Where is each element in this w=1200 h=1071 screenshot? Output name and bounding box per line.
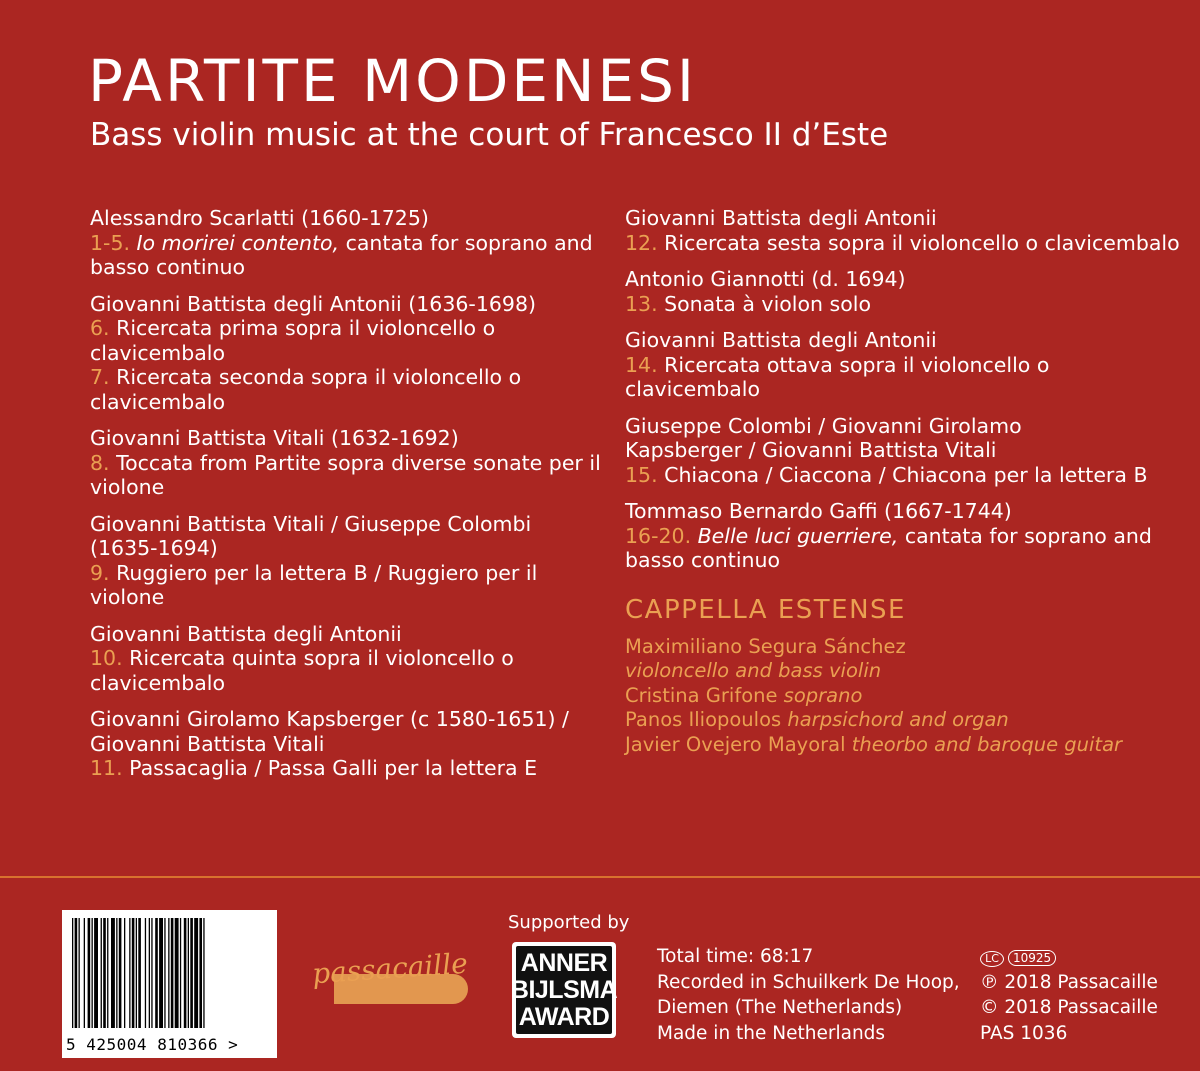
composer-text: Alessandro Scarlatti — [90, 206, 295, 230]
work-title-italic: Io morirei contento, — [130, 230, 340, 255]
track-title: cantata for soprano and basso continuo — [625, 523, 1152, 572]
award-line: BIJLSMA — [510, 975, 618, 1004]
program-right-column — [625, 206, 1185, 757]
performer-role: violoncello and bass violin — [625, 659, 882, 682]
barcode-bar — [149, 918, 150, 1028]
barcode-bar — [75, 918, 78, 1028]
barcode-bar — [188, 918, 189, 1028]
barcode-bar — [199, 918, 202, 1028]
made-in: Made in the Netherlands — [657, 1022, 886, 1044]
barcode-bar — [124, 918, 125, 1028]
composer-name — [90, 512, 610, 537]
barcode-bar — [136, 918, 137, 1028]
composer-text: Giovanni Battista Vitali / Giuseppe Colombi — [90, 511, 532, 536]
composer-name-continued: Kapsberger / Giovanni Battista Vitali — [625, 438, 997, 462]
program-entry — [90, 426, 610, 500]
composer-text: Giovanni Battista degli Antonii — [625, 328, 937, 352]
divider-rule — [0, 876, 1200, 878]
track-number: 16-20. — [625, 523, 692, 548]
track-number: 11. — [90, 756, 123, 780]
track-number: 7. — [90, 365, 110, 389]
track-number: 1-5. — [90, 230, 130, 255]
track-title: Ricercata sesta sopra il violoncello o clavicembalo — [657, 230, 1180, 255]
barcode-bar — [132, 918, 135, 1028]
program-entry — [625, 206, 1185, 255]
composer-name — [90, 622, 610, 647]
barcode-bar — [119, 918, 122, 1028]
program-entry — [90, 292, 610, 415]
barcode-bar — [88, 918, 91, 1028]
barcode-digits: 5 425004 810366 > — [66, 1035, 239, 1054]
supported-by-label: Supported by — [508, 912, 630, 933]
program-entry — [625, 499, 1185, 573]
catalog-number: PAS 1036 — [980, 1022, 1068, 1044]
anner-bijlsma-award-logo — [512, 942, 616, 1038]
passacaille-logo — [300, 946, 470, 1012]
barcode-bar — [79, 918, 80, 1028]
barcode-bar — [101, 918, 102, 1028]
composer-dates: (d. 1694) — [804, 267, 906, 291]
composer-dates: (1635-1694) — [90, 536, 218, 560]
track-title: Ruggiero per la lettera B / Ruggiero per il violone — [90, 560, 538, 609]
performer-name: Maximiliano Segura Sánchez — [625, 634, 906, 658]
track-title: Toccata from Partite sopra diverse sonate per il violone — [90, 450, 601, 499]
performer-role: soprano — [777, 683, 863, 707]
track-number: 9. — [90, 560, 110, 585]
composer-text: Giuseppe Colombi / Giovanni Girolamo — [625, 413, 1022, 438]
logo-wordmark: passacaille — [311, 946, 469, 991]
track-title: Passacaglia / Passa Galli per la lettera E — [122, 756, 538, 780]
composer-name — [625, 414, 1185, 439]
track-listing — [90, 316, 610, 365]
composer-name-continued: Giovanni Battista Vitali — [90, 731, 325, 756]
barcode-bar — [171, 918, 174, 1028]
performer-line — [625, 708, 1185, 733]
track-listing — [90, 451, 610, 500]
performer-role: harpsichord and organ — [781, 708, 1009, 731]
performer-line — [625, 635, 1185, 660]
recording-location-2: Diemen (The Netherlands) — [657, 997, 903, 1018]
performer-line — [625, 659, 1185, 684]
album-subtitle: Bass violin music at the court of Francesco II d’Este — [90, 117, 889, 153]
barcode-bar — [116, 918, 117, 1028]
barcode-bar — [190, 918, 193, 1028]
track-listing — [90, 756, 610, 781]
performer-name: Javier Ovejero Mayoral — [625, 732, 846, 756]
program-entry — [625, 414, 1185, 488]
performer-line — [625, 733, 1185, 758]
barcode-bar — [194, 918, 198, 1028]
composer-text: Giovanni Battista Vitali — [90, 426, 325, 450]
track-listing — [90, 646, 610, 695]
program-entry — [625, 267, 1185, 316]
track-listing — [90, 365, 610, 414]
track-number: 10. — [90, 646, 123, 670]
track-number: 12. — [625, 230, 658, 255]
barcode-bar — [164, 918, 165, 1028]
track-number: 13. — [625, 291, 658, 316]
composer-name — [90, 426, 610, 451]
track-number: 14. — [625, 352, 658, 377]
recording-location: Recorded in Schuilkerk De Hoop, — [657, 971, 960, 993]
track-listing — [90, 561, 610, 610]
track-title: Ricercata quinta sopra il violoncello o clavicembalo — [90, 646, 514, 695]
barcode-bar — [107, 918, 108, 1028]
barcode-bar — [168, 918, 169, 1028]
lc-badge-icon: LC — [980, 951, 1004, 967]
phonographic-copyright: ℗ 2018 Passacaille — [980, 971, 1158, 993]
recording-info — [657, 944, 960, 1046]
barcode-bar — [84, 918, 85, 1028]
composer-dates: (1636-1698) — [401, 291, 536, 316]
ensemble-name: CAPPELLA ESTENSE — [625, 594, 906, 625]
program-left-column — [90, 206, 610, 793]
barcode-bars — [70, 918, 269, 1028]
track-listing — [625, 524, 1185, 573]
barcode-bar — [184, 918, 187, 1028]
track-title: Chiacona / Ciaccona / Chiacona per la lettera B — [657, 462, 1148, 487]
composer-name — [625, 328, 1185, 353]
composer-dates: (1660-1725) — [294, 206, 429, 230]
track-title: Ricercata ottava sopra il violoncello o clavicembalo — [625, 352, 1050, 401]
award-line: AWARD — [518, 1002, 610, 1031]
work-title-italic: Belle luci guerriere, — [691, 523, 899, 548]
barcode-bar — [145, 918, 146, 1028]
performer-role: theorbo and baroque guitar — [845, 732, 1123, 756]
composer-text: Giovanni Battista degli Antonii — [625, 206, 937, 230]
program-entry — [90, 512, 610, 610]
legal-info — [980, 944, 1158, 1046]
track-number: 8. — [90, 450, 110, 475]
lc-code: 10925 — [1008, 950, 1056, 966]
barcode-bar — [138, 918, 141, 1028]
composer-text: Antonio Giannotti — [625, 267, 805, 291]
barcode-bar — [103, 918, 106, 1028]
performer-line — [625, 684, 1185, 709]
composer-text: Giovanni Girolamo Kapsberger — [90, 707, 404, 731]
track-listing — [625, 292, 1185, 317]
barcode — [62, 910, 277, 1058]
track-number: 15. — [625, 462, 658, 487]
copyright: © 2018 Passacaille — [980, 997, 1158, 1018]
program-entry — [90, 707, 610, 781]
album-title: PARTITE MODENESI — [88, 47, 698, 115]
composer-name — [625, 267, 1185, 292]
performer-name: Panos Iliopoulos — [625, 708, 782, 731]
program-entry — [625, 328, 1185, 402]
barcode-bar — [129, 918, 130, 1028]
program-entry — [90, 622, 610, 696]
barcode-bar — [155, 918, 158, 1028]
composer-text: Giovanni Battista degli Antonii — [90, 291, 402, 316]
track-title: Sonata à violon solo — [657, 291, 872, 316]
track-listing — [625, 231, 1185, 256]
label-code — [980, 944, 1158, 970]
barcode-bar — [180, 918, 181, 1028]
track-title: Ricercata seconda sopra il violoncello o clavicembalo — [90, 365, 522, 414]
barcode-bar — [72, 918, 73, 1028]
barcode-bar — [175, 918, 179, 1028]
track-listing — [625, 353, 1185, 402]
composer-name — [625, 499, 1185, 524]
composer-dates: (c 1580-1651) / — [403, 707, 569, 731]
barcode-bar — [92, 918, 93, 1028]
track-title: Ricercata prima sopra il violoncello o clavicembalo — [90, 316, 496, 365]
track-listing — [625, 463, 1185, 488]
composer-text: Giovanni Battista degli Antonii — [90, 621, 402, 646]
composer-name — [625, 206, 1185, 231]
performer-name: Cristina Grifone — [625, 683, 778, 707]
composer-name — [90, 206, 610, 231]
barcode-bar — [151, 918, 152, 1028]
barcode-bar — [111, 918, 115, 1028]
track-title: cantata for soprano and basso continuo — [90, 230, 593, 279]
program-entry — [90, 206, 610, 280]
award-line: ANNER — [520, 948, 608, 977]
total-time: Total time: 68:17 — [657, 946, 814, 967]
award-logo-inner — [510, 946, 618, 1034]
composer-name — [90, 292, 610, 317]
barcode-bar — [159, 918, 163, 1028]
composer-text: Tommaso Bernardo Gaffi — [625, 499, 878, 523]
composer-dates: (1667-1744) — [877, 499, 1012, 523]
barcode-bar — [94, 918, 98, 1028]
composer-dates: (1632-1692) — [324, 426, 459, 450]
barcode-bar — [203, 918, 204, 1028]
composer-name — [90, 707, 610, 732]
track-listing — [90, 231, 610, 280]
track-number: 6. — [90, 316, 110, 340]
